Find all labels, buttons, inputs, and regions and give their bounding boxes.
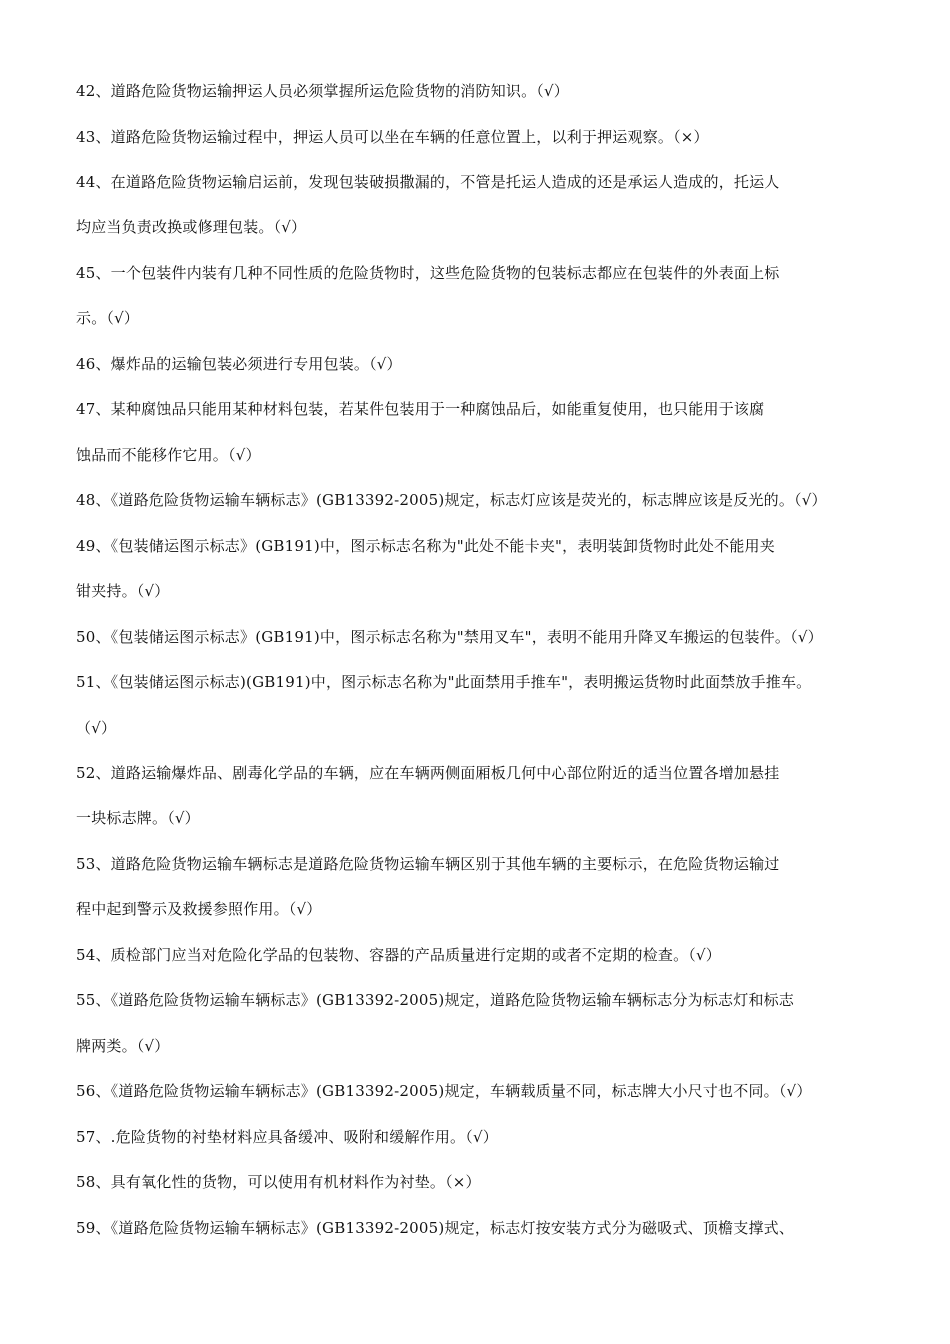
text-line-q45-cont: 示。（√） (76, 309, 140, 327)
text-line-q44: 44、在道路危险货物运输启运前，发现包装破损撒漏的，不管是托运人造成的还是承运人造成的，托运人 (76, 173, 780, 191)
text-line-q57: 57、.危险货物的衬垫材料应具备缓冲、吸附和缓解作用。（√） (76, 1128, 498, 1146)
text-line-q49: 49、《包装储运图示标志》(GB191)中，图示标志名称为"此处不能卡夹"，表明装卸货物时此处不能用夹 (76, 537, 775, 555)
text-line-q46: 46、爆炸品的运输包装必须进行专用包装。（√） (76, 355, 402, 373)
text-line-q47-cont: 蚀品而不能移作它用。（√） (76, 446, 261, 464)
text-line-q42: 42、道路危险货物运输押运人员必须掌握所运危险货物的消防知识。（√） (76, 82, 569, 100)
text-line-q48: 48、《道路危险货物运输车辆标志》(GB13392-2005)规定，标志灯应该是荧光的，标志牌应该是反光的。（√） (76, 491, 827, 509)
text-line-q59: 59、《道路危险货物运输车辆标志》(GB13392-2005)规定，标志灯按安装方式分为磁吸式、顶檐支撑式、 (76, 1219, 795, 1237)
text-line-q55-cont: 牌两类。（√） (76, 1037, 170, 1055)
text-line-q51-cont: （√） (76, 719, 117, 737)
text-line-q43: 43、道路危险货物运输过程中，押运人员可以坐在车辆的任意位置上，以利于押运观察。（×） (76, 128, 709, 146)
text-line-q53-cont: 程中起到警示及救援参照作用。（√） (76, 900, 322, 918)
text-line-q52-cont: 一块标志牌。（√） (76, 809, 200, 827)
text-line-q55: 55、《道路危险货物运输车辆标志》(GB13392-2005)规定，道路危险货物运输车辆标志分为标志灯和标志 (76, 991, 795, 1009)
text-line-q50: 50、《包装储运图示标志》(GB191)中，图示标志名称为"禁用叉车"，表明不能用升降叉车搬运的包装件。（√） (76, 628, 823, 646)
text-line-q49-cont: 钳夹持。（√） (76, 582, 170, 600)
text-line-q45: 45、一个包装件内装有几种不同性质的危险货物时，这些危险货物的包装标志都应在包装件的外表面上标 (76, 264, 780, 282)
text-line-q54: 54、质检部门应当对危险化学品的包装物、容器的产品质量进行定期的或者不定期的检查。（√） (76, 946, 721, 964)
text-line-q58: 58、具有氧化性的货物，可以使用有机材料作为衬垫。（×） (76, 1173, 481, 1191)
text-line-q53: 53、道路危险货物运输车辆标志是道路危险货物运输车辆区别于其他车辆的主要标示，在危险货物运输过 (76, 855, 780, 873)
text-line-q47: 47、某种腐蚀品只能用某种材料包装，若某件包装用于一种腐蚀品后，如能重复使用，也只能用于该腐 (76, 400, 765, 418)
text-line-q56: 56、《道路危险货物运输车辆标志》(GB13392-2005)规定，车辆载质量不同，标志牌大小尺寸也不同。（√） (76, 1082, 812, 1100)
text-line-q51: 51、《包装储运图示标志)(GB191)中，图示标志名称为"此面禁用手推车"，表明搬运货物时此面禁放手推车。 (76, 673, 812, 691)
text-line-q52: 52、道路运输爆炸品、剧毒化学品的车辆，应在车辆两侧面厢板几何中心部位附近的适当位置各增加悬挂 (76, 764, 780, 782)
text-line-q44-cont: 均应当负责改换或修理包装。（√） (76, 218, 307, 236)
